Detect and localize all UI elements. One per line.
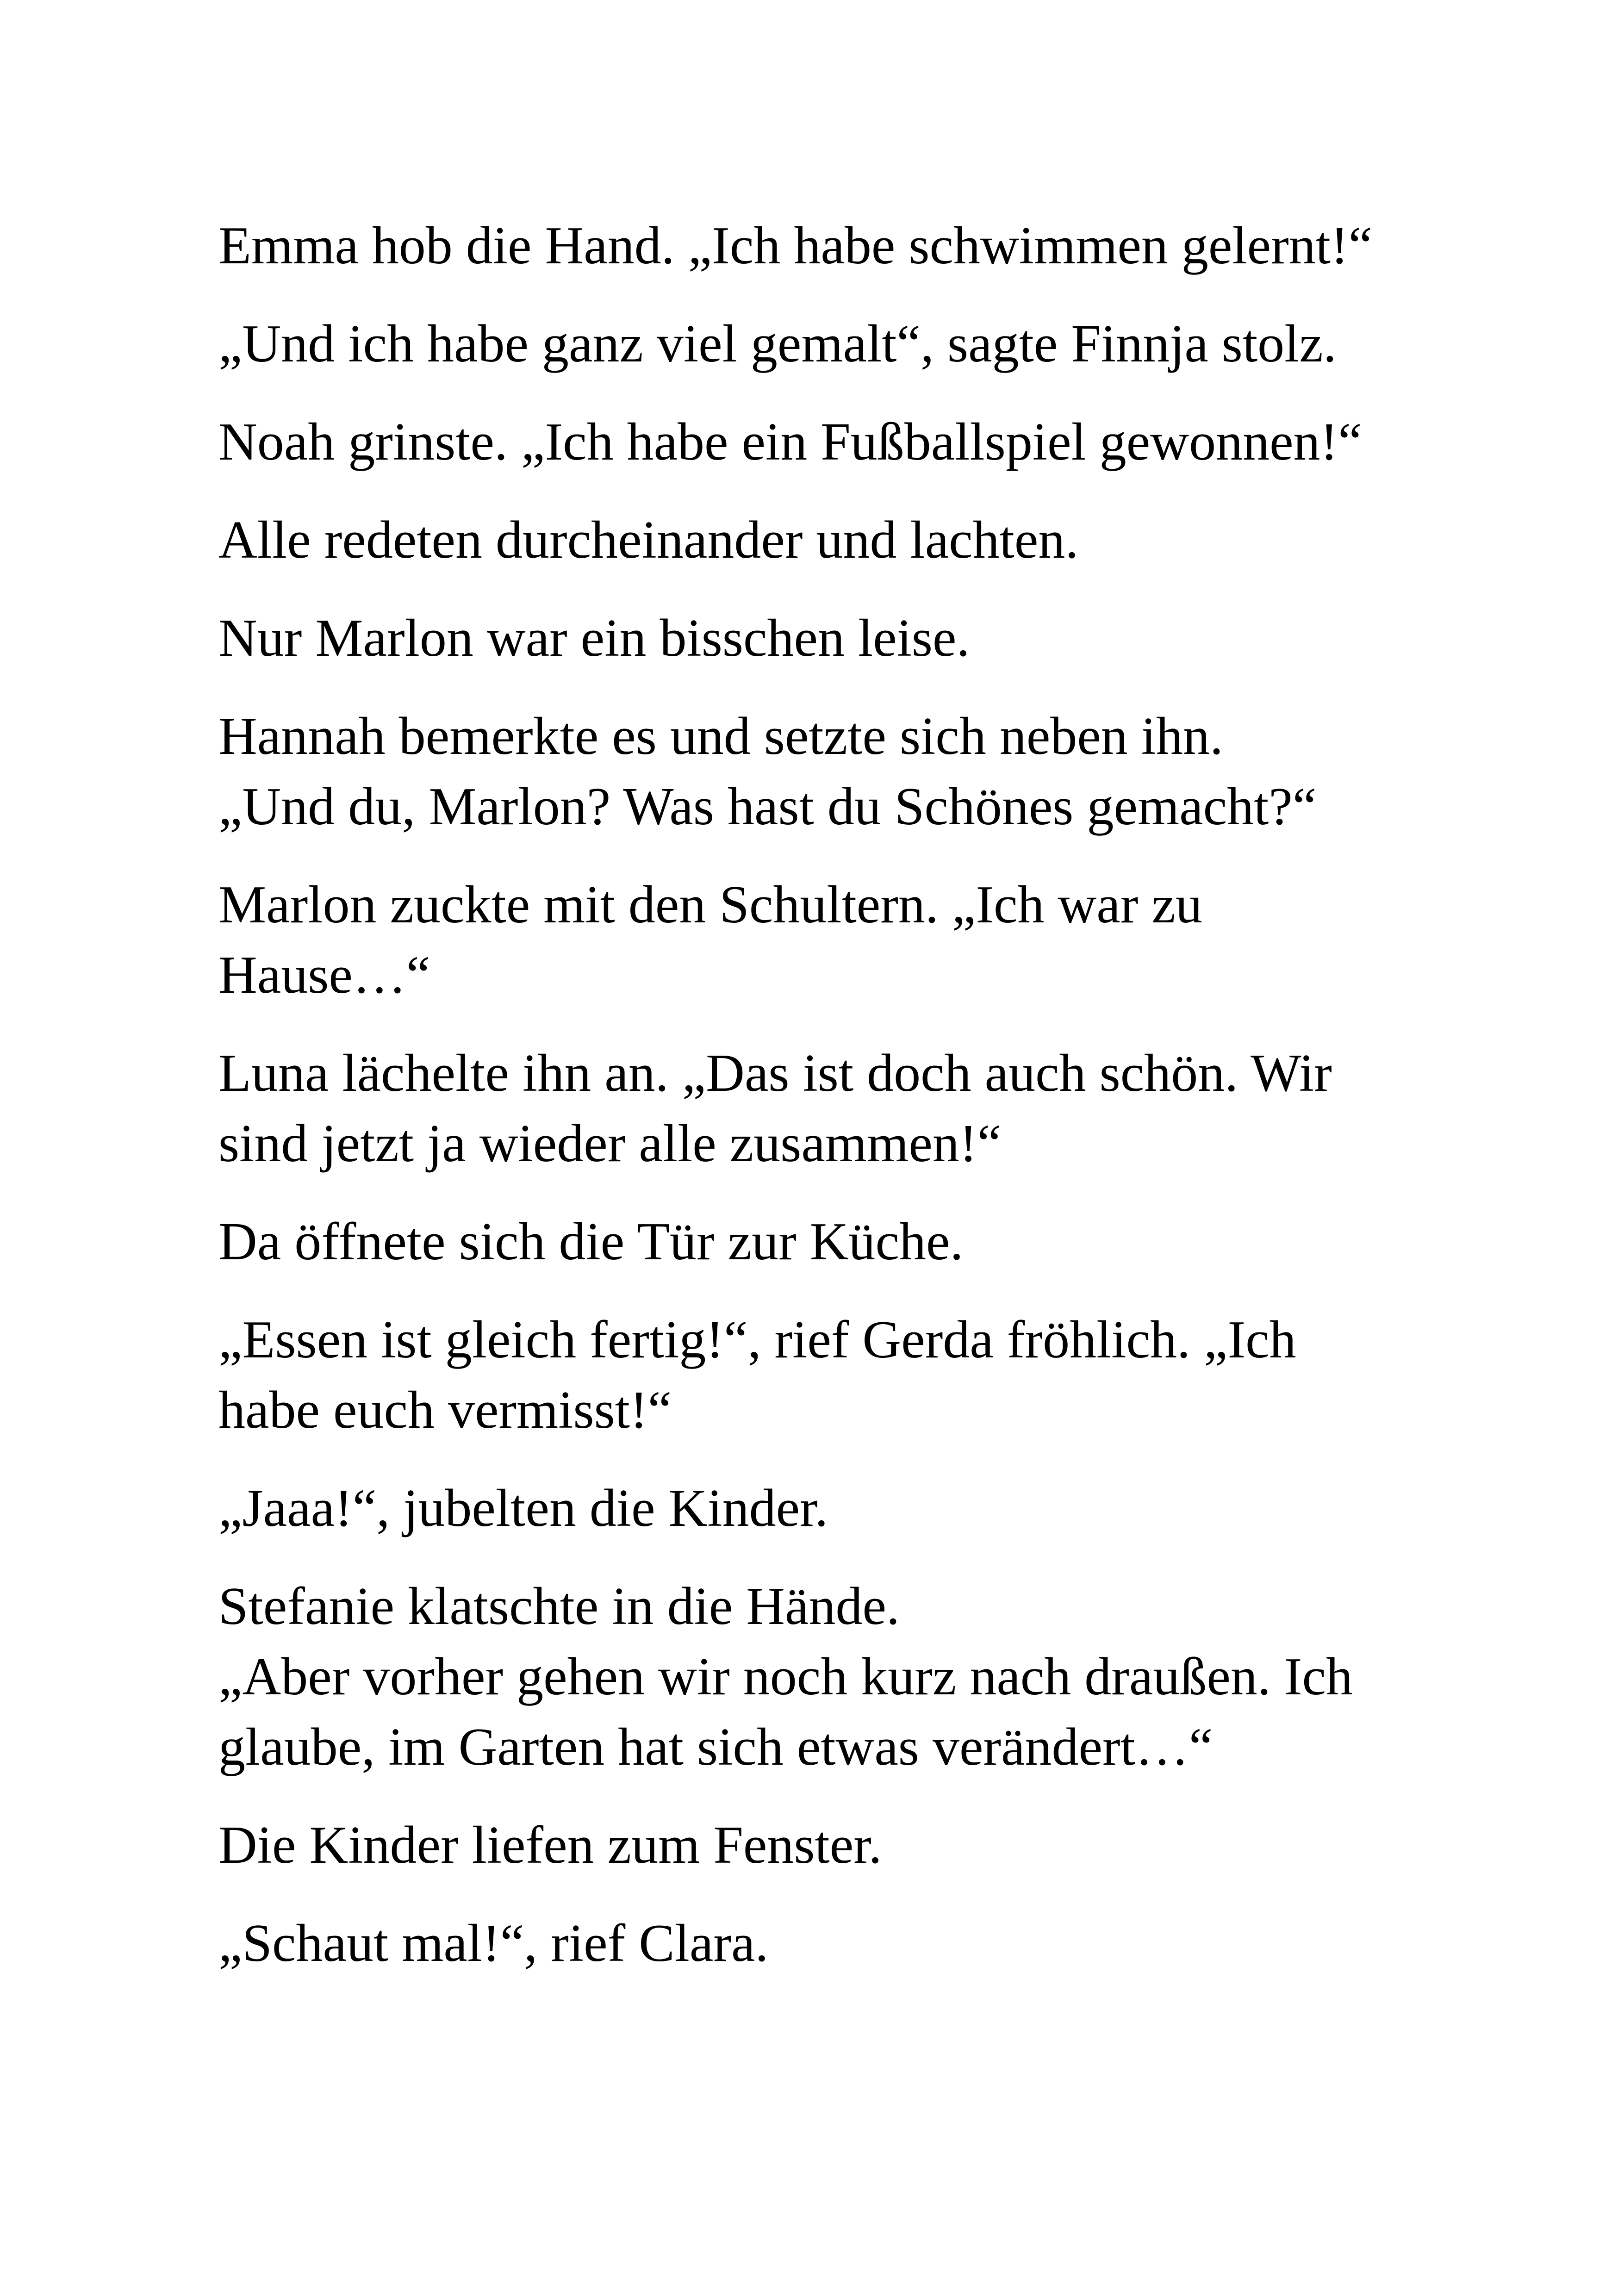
text-line: habe euch vermisst!“ xyxy=(218,1381,672,1440)
paragraph-9 xyxy=(218,1207,1431,1277)
paragraph-4 xyxy=(218,505,1431,575)
paragraph-5 xyxy=(218,603,1431,673)
paragraph-6 xyxy=(218,701,1431,842)
text-line: Hause…“ xyxy=(218,946,430,1005)
paragraph-14 xyxy=(218,1908,1431,1979)
text-line: Noah grinste. „Ich habe ein Fußballspiel gewonnen!“ xyxy=(218,412,1362,472)
text-line: Da öffnete sich die Tür zur Küche. xyxy=(218,1212,964,1271)
text-line: Emma hob die Hand. „Ich habe schwimmen gelernt!“ xyxy=(218,216,1373,275)
text-line: „Essen ist gleich fertig!“, rief Gerda fröhlich. „Ich xyxy=(218,1310,1296,1369)
text-line: „Schaut mal!“, rief Clara. xyxy=(218,1914,769,1973)
text-line: Nur Marlon war ein bisschen leise. xyxy=(218,609,970,668)
paragraph-2 xyxy=(218,309,1431,379)
story-text xyxy=(218,211,1431,2006)
text-line: „Und du, Marlon? Was hast du Schönes gemacht?“ xyxy=(218,777,1317,836)
text-line: „Und ich habe ganz viel gemalt“, sagte Finnja stolz. xyxy=(218,314,1337,373)
text-line: Die Kinder liefen zum Fenster. xyxy=(218,1816,882,1875)
text-line: Stefanie klatschte in die Hände. xyxy=(218,1577,900,1636)
paragraph-1 xyxy=(218,211,1431,281)
text-line: glaube, im Garten hat sich etwas verändert…“ xyxy=(218,1717,1213,1777)
paragraph-10 xyxy=(218,1305,1431,1445)
paragraph-11 xyxy=(218,1473,1431,1543)
paragraph-3 xyxy=(218,407,1431,477)
paragraph-8 xyxy=(218,1038,1431,1179)
text-line: Marlon zuckte mit den Schultern. „Ich war zu xyxy=(218,875,1202,934)
text-line: sind jetzt ja wieder alle zusammen!“ xyxy=(218,1114,1001,1173)
paragraph-12 xyxy=(218,1571,1431,1782)
text-line: „Jaaa!“, jubelten die Kinder. xyxy=(218,1479,828,1538)
text-line: Alle redeten durcheinander und lachten. xyxy=(218,510,1079,570)
paragraph-13 xyxy=(218,1810,1431,1880)
paragraph-7 xyxy=(218,870,1431,1010)
text-line: Hannah bemerkte es und setzte sich neben ihn. xyxy=(218,707,1224,766)
text-line: „Aber vorher gehen wir noch kurz nach draußen. Ich xyxy=(218,1647,1353,1706)
text-line: Luna lächelte ihn an. „Das ist doch auch schön. Wir xyxy=(218,1044,1332,1103)
